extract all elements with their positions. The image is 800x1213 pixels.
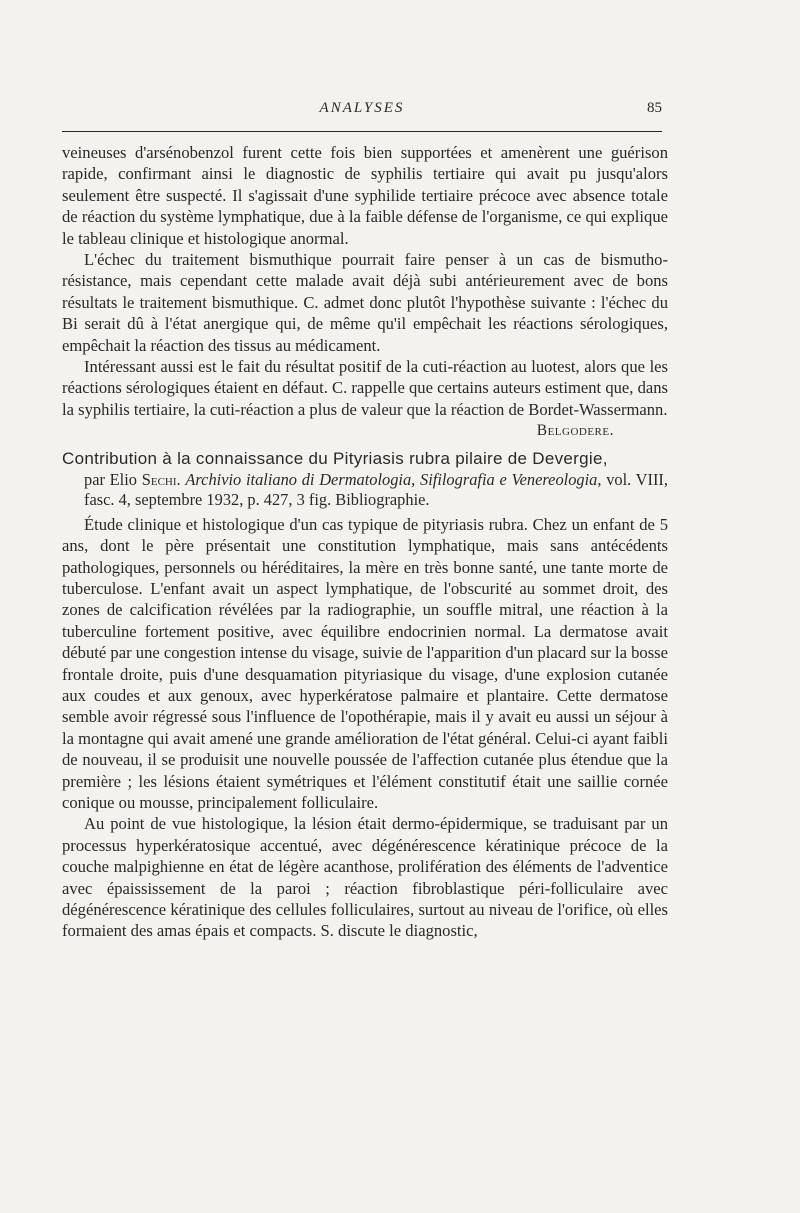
paragraph: veineuses d'arsénobenzol furent cette fois bien supportées et amenèrent une guérison rapide, confirmant ainsi le diagnostic de syphilis tertiaire qui avait pu jusqu'alors seulement être suspecté. Il s'agissait d'une syphilide tertiaire précoce avec absence totale de réaction du système lymphatique, due à la faible défense de l'organisme, ce qui explique le tableau clinique et histologique anormal. <box>62 143 668 248</box>
page-number: 85 <box>647 100 662 116</box>
reviewer-signature: Belgodere. <box>536 422 614 440</box>
citation-details: , vol. VIII, fasc. 4, septembre 1932, p. 427, 3 fig. Bibliographie. <box>84 469 668 509</box>
author-surname: Sechi <box>141 469 177 489</box>
journal-name: Archivio italiano di Dermatologia, Sifilografia e Venereologia <box>185 469 598 489</box>
paragraph: Intéressant aussi est le fait du résultat positif de la cuti-réaction au luotest, alors que les réactions sérologiques étaient en défaut. C. rappelle que certains auteurs estiment que, dans la syphilis tertiaire, la cuti-réaction a plus de valeur que la réaction de Bordet-Wassermann. <box>62 357 668 419</box>
article-byline <box>62 470 668 510</box>
byline-separator: . <box>176 469 186 489</box>
header-rule <box>62 131 662 132</box>
running-head <box>62 100 662 122</box>
paragraph: Au point de vue histologique, la lésion était dermo-épidermique, se traduisant par un processus hyperkératosique accentué, avec dégénérescence kératinique précoce de la couche malpighienne en état de légère acanthose, prolifération des éléments de l'adventice avec épaississement de la paroi ; réaction fibroblastique péri-folliculaire avec dégénérescence kératinique des cellules folliculaires, surtout au niveau de l'orifice, où elles formaient des amas épais et compacts. S. discute le diagnostic, <box>62 814 668 941</box>
running-title: ANALYSES <box>319 100 405 116</box>
article-heading <box>62 448 668 510</box>
body-text <box>62 142 668 942</box>
paragraph: L'échec du traitement bismuthique pourrait faire penser à un cas de bismutho-résistance, mais cependant cette malade avait déjà subi antérieurement avec de bons résultats le traitement bismuthique. C. admet donc plutôt l'hypothèse suivante : l'échec du Bi serait dû à l'état anergique qui, de même qu'il empêchait les réactions sérologiques, empêchait la réaction des tissus au médicament. <box>62 250 668 355</box>
paragraph: Étude clinique et histologique d'un cas typique de pityriasis rubra. Chez un enfant de 5 ans, dont le père présentait une constitution lymphatique, mais sans antécédents pathologiques, personnels ou héréditaires, la mère en très bonne santé, une tante morte de tuberculose. L'enfant avait un aspect lymphatique, de l'obscurité au sommet droit, des zones de calcification révélées par la radiographie, un souffle mitral, une réaction à la tuberculine fortement positive, avec équilibre endocrinien normal. La dermatose avait débuté par une congestion intense du visage, suivie de l'apparition d'un placard sur la bosse frontale droite, puis d'une desquamation pityriasique du visage, d'une explosion cutanée aux coudes et aux genoux, avec hyperkératose palmaire et plantaire. Cette dermatose semble avoir régressé sous l'influence de l'opothérapie, mais il y avait eu aussi un séjour à la montagne qui avait amené une grande amélioration de l'état général. Celui-ci ayant faibli de nouveau, il se produisit une nouvelle poussée de l'affection cutanée plus étendue que la première ; les lésions étaient symétriques et l'élément constitutif était une saillie cornée conique ou mousse, principalement folliculaire. <box>62 514 668 812</box>
byline-prefix: par Elio <box>84 469 142 489</box>
article-title: Contribution à la connaissance du Pityriasis rubra pilaire de Devergie, <box>62 448 608 468</box>
